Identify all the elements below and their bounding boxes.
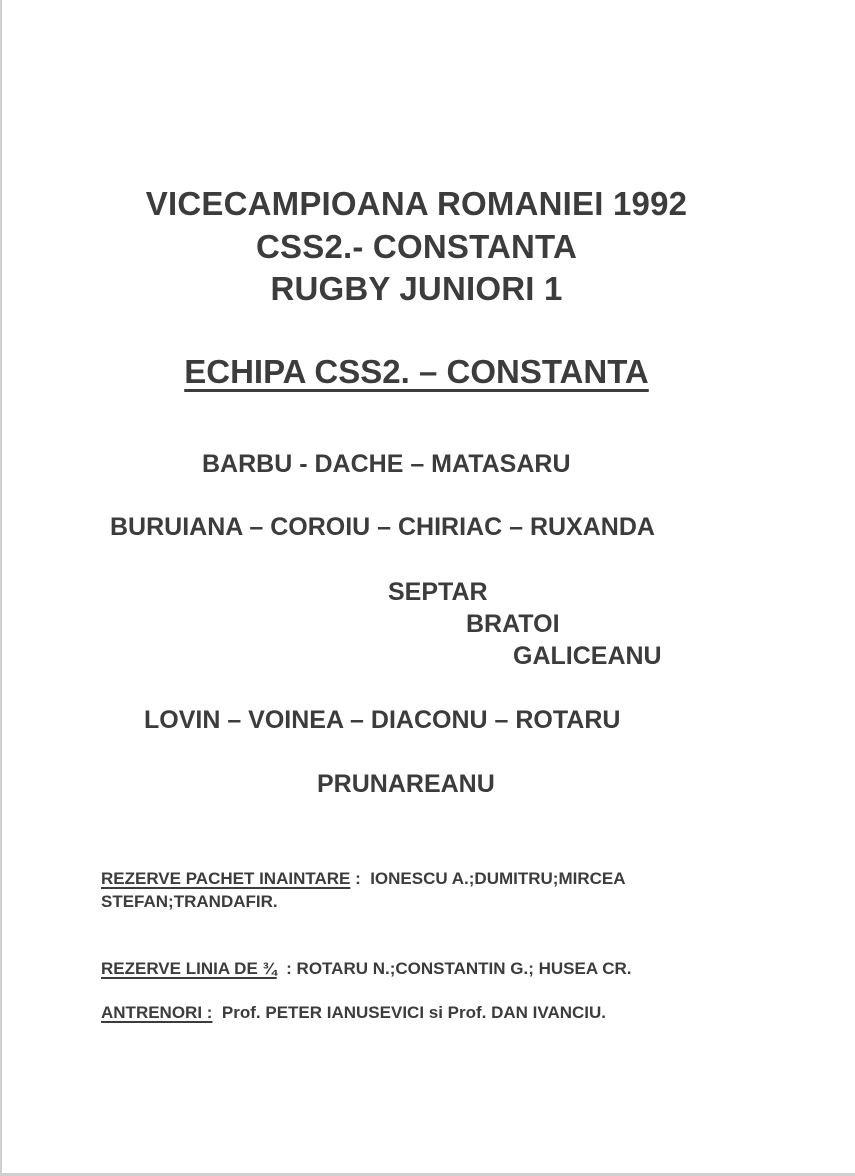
reserves-backs-separator: :: [276, 959, 297, 978]
coaches-line: [101, 1003, 606, 1023]
reserves-forwards-line-1: [101, 869, 626, 889]
reserves-backs-names: ROTARU N.;CONSTANTIN G.; HUSEA CR.: [296, 959, 632, 978]
coaches-separator: [212, 1003, 221, 1022]
reserves-backs-label: REZERVE LINIA DE ¾: [101, 959, 277, 978]
team-heading: [0, 353, 833, 391]
team-heading-text: ECHIPA CSS2. – CONSTANTA: [184, 353, 649, 390]
page-left-edge: [0, 0, 2, 1176]
coaches-names: Prof. PETER IANUSEVICI si Prof. DAN IVANCIU.: [221, 1003, 607, 1022]
lineup-centre: GALICEANU: [513, 642, 662, 670]
lineup-second-row: BURUIANA – COROIU – CHIRIAC – RUXANDA: [110, 513, 655, 541]
lineup-back-row: LOVIN – VOINEA – DIACONU – ROTARU: [144, 706, 621, 734]
reserves-forwards-label: REZERVE PACHET INAINTARE: [101, 869, 351, 888]
title-line-3: RUGBY JUNIORI 1: [270, 270, 563, 307]
lineup-scrum-half: SEPTAR: [388, 578, 488, 606]
reserves-forwards-separator: :: [350, 869, 371, 888]
lineup-fullback: PRUNAREANU: [317, 770, 495, 798]
coaches-label: ANTRENORI :: [101, 1003, 213, 1022]
reserves-forwards-line-2: STEFAN;TRANDAFIR.: [101, 892, 278, 911]
reserves-backs-line: [101, 959, 632, 979]
lineup-front-row: BARBU - DACHE – MATASARU: [202, 450, 571, 478]
title-line-2: CSS2.- CONSTANTA: [256, 228, 577, 265]
reserves-forwards-names-1: IONESCU A.;DUMITRU;MIRCEA: [370, 869, 626, 888]
lineup-fly-half: BRATOI: [466, 610, 560, 638]
title-line-1: VICECAMPIOANA ROMANIEI 1992: [145, 185, 688, 222]
